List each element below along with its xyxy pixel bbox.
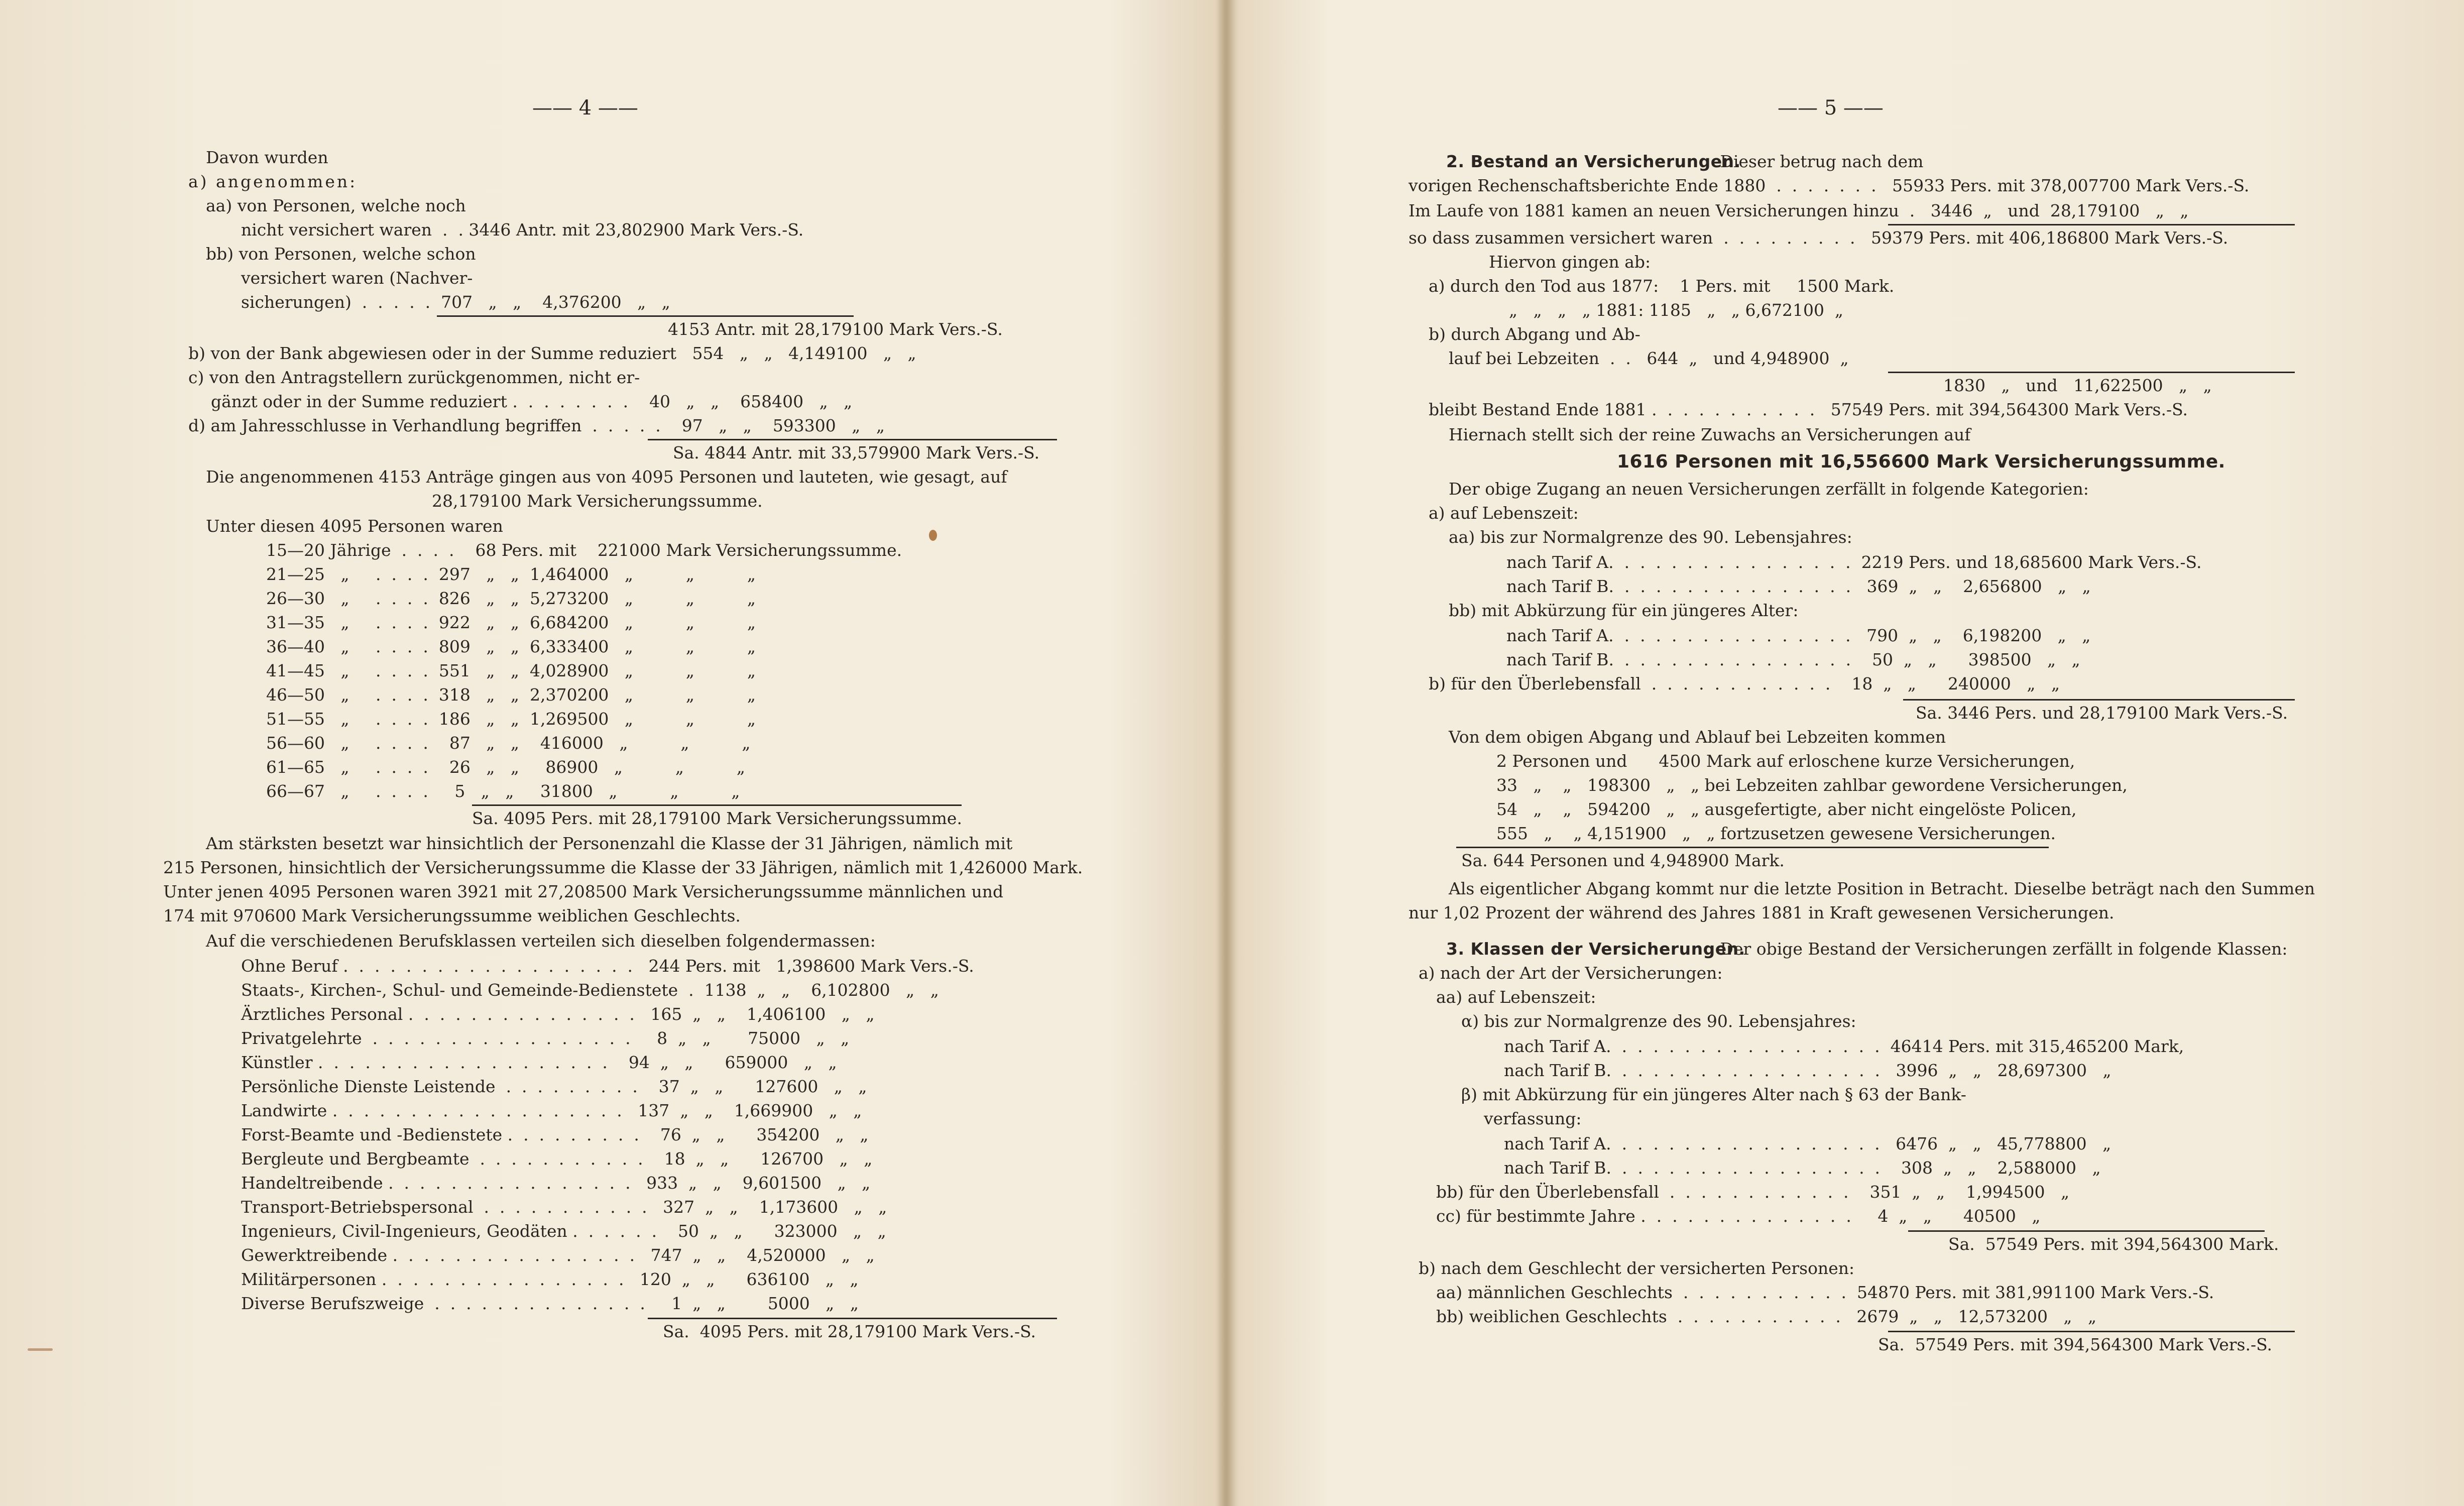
profession-row: Bergleute und Bergbeamte . . . . . . . . . . . 18 „ „ 126700 „ „ xyxy=(241,1149,873,1169)
text-line: 2 Personen und 4500 Mark auf erloschene kurze Versicherungen, xyxy=(1496,751,2075,771)
sum-rule xyxy=(1888,224,2295,225)
text-line: a) angenommen: xyxy=(188,172,358,191)
tariff-row: nach Tarif A. . . . . . . . . . . . . . . . . . 6476 „ „ 45,778800 „ xyxy=(1504,1134,2111,1153)
text-line: Unter jenen 4095 Personen waren 3921 mit 27,208500 Mark Versicherungssumme männlichen und xyxy=(163,882,1004,901)
text-line: Unter diesen 4095 Personen waren xyxy=(206,516,503,536)
text-line: lauf bei Lebzeiten . . 644 „ und 4,948900 „ xyxy=(1449,349,1849,368)
text-line: nicht versichert waren . . 3446 Antr. mit 23,802900 Mark Vers.-S. xyxy=(241,220,804,240)
text-line: Sa. 57549 Pers. mit 394,564300 Mark Vers.-S. xyxy=(1878,1335,2273,1354)
age-row: 56—60 „ . . . . 87 „ „ 416000 „ „ „ xyxy=(266,733,751,753)
text-line: d) am Jahresschlusse in Verhandlung begriffen . . . . . 97 „ „ 593300 „ „ xyxy=(188,416,885,435)
profession-row: Gewerktreibende . . . . . . . . . . . . . . . . 747 „ „ 4,520000 „ „ xyxy=(241,1245,875,1265)
tariff-row: bb) für den Überlebensfall . . . . . . . . . . . . 351 „ „ 1,994500 „ xyxy=(1436,1182,2070,1202)
text-line: bleibt Bestand Ende 1881 . . . . . . . . . . . 57549 Pers. mit 394,564300 Mark Vers.-S. xyxy=(1429,400,2188,419)
text-line: 4153 Antr. mit 28,179100 Mark Vers.-S. xyxy=(668,319,1003,339)
age-row: 61—65 „ . . . . 26 „ „ 86900 „ „ „ xyxy=(266,757,745,777)
book-gutter xyxy=(1215,0,1235,1506)
profession-row: Persönliche Dienste Leistende . . . . . . . . . 37 „ „ 127600 „ „ xyxy=(241,1077,867,1096)
profession-row: Ingenieurs, Civil-Ingenieurs, Geodäten . . . . . . 50 „ „ 323000 „ „ xyxy=(241,1221,886,1241)
age-row: 41—45 „ . . . . 551 „ „ 4,028900 „ „ „ xyxy=(266,661,756,680)
sum-rule xyxy=(1456,847,2049,848)
text-line: aa) von Personen, welche noch xyxy=(206,196,466,215)
age-row: 36—40 „ . . . . 809 „ „ 6,333400 „ „ „ xyxy=(266,637,756,656)
text-line: aa) männlichen Geschlechts . . . . . . . . . . . 54870 Pers. mit 381,991100 Mark Vers.-S. xyxy=(1436,1283,2214,1302)
profession-row: Privatgelehrte . . . . . . . . . . . . . . . . . 8 „ „ 75000 „ „ xyxy=(241,1028,850,1048)
text-line: b) von der Bank abgewiesen oder in der Summe reduziert 554 „ „ 4,149100 „ „ xyxy=(188,343,916,363)
text-line: 33 „ „ 198300 „ „ bei Lebzeiten zahlbar gewordene Versicherungen, xyxy=(1496,775,2128,795)
text-line: Auf die verschiedenen Berufsklassen verteilen sich dieselben folgendermassen: xyxy=(206,931,876,951)
text-line: Im Laufe von 1881 kamen an neuen Versicherungen hinzu . 3446 „ und 28,179100 „ „ xyxy=(1409,201,2189,220)
text-line: verfassung: xyxy=(1484,1109,1582,1128)
section-heading: 2. Bestand an Versicherungen. xyxy=(1446,152,1741,171)
text-line: bb) von Personen, welche schon xyxy=(206,244,476,264)
sum-rule xyxy=(1903,699,2295,701)
profession-row: Künstler . . . . . . . . . . . . . . . . . . . 94 „ „ 659000 „ „ xyxy=(241,1053,837,1072)
text-line: Sa. 57549 Pers. mit 394,564300 Mark. xyxy=(1948,1234,2279,1254)
tariff-row: nach Tarif A. . . . . . . . . . . . . . . . 790 „ „ 6,198200 „ „ xyxy=(1506,626,2091,645)
text-line: bb) weiblichen Geschlechts . . . . . . . . . . . 2679 „ „ 12,573200 „ „ xyxy=(1436,1307,2097,1326)
sum-rule xyxy=(648,1318,1057,1319)
text-line: Sa. 4844 Antr. mit 33,579900 Mark Vers.-S. xyxy=(673,443,1040,462)
profession-row: Landwirte . . . . . . . . . . . . . . . . . . . 137 „ „ 1,669900 „ „ xyxy=(241,1101,862,1120)
tariff-row: nach Tarif A. . . . . . . . . . . . . . . . 2219 Pers. und 18,685600 Mark Vers.-S. xyxy=(1506,552,2202,572)
highlight-line: 1616 Personen mit 16,556600 Mark Versicherungssumme. xyxy=(1617,451,2225,472)
text-line: Der obige Bestand der Versicherungen zerfällt in folgende Klassen: xyxy=(1715,939,2288,959)
text-line: Hiernach stellt sich der reine Zuwachs an Versicherungen auf xyxy=(1449,425,1971,444)
text-line: 174 mit 970600 Mark Versicherungssumme weiblichen Geschlechts. xyxy=(163,906,741,925)
age-row: 26—30 „ . . . . 826 „ „ 5,273200 „ „ „ xyxy=(266,589,756,608)
left-page xyxy=(0,0,1215,1506)
text-line: Davon wurden xyxy=(206,148,328,167)
text-line: a) durch den Tod aus 1877: 1 Pers. mit 1500 Mark. xyxy=(1429,276,1895,296)
profession-row: Staats-, Kirchen-, Schul- und Gemeinde-Bedienstete . 1138 „ „ 6,102800 „ „ xyxy=(241,980,939,1000)
text-line: Sa. 3446 Pers. und 28,179100 Mark Vers.-S. xyxy=(1916,703,2288,723)
text-line: 28,179100 Mark Versicherungssumme. xyxy=(432,491,763,511)
tariff-row: nach Tarif B. . . . . . . . . . . . . . . . . . 308 „ „ 2,588000 „ xyxy=(1504,1158,2101,1178)
text-line: Hiervon gingen ab: xyxy=(1489,252,1651,272)
tariff-row: nach Tarif B. . . . . . . . . . . . . . . . 369 „ „ 2,656800 „ „ xyxy=(1506,576,2091,596)
sum-rule xyxy=(437,315,854,317)
text-line: Dieser betrug nach dem xyxy=(1715,152,1924,171)
age-row: 51—55 „ . . . . 186 „ „ 1,269500 „ „ „ xyxy=(266,709,756,729)
tariff-row: nach Tarif B. . . . . . . . . . . . . . . . . . 3996 „ „ 28,697300 „ xyxy=(1504,1061,2111,1080)
tariff-row: b) für den Überlebensfall . . . . . . . . . . . . 18 „ „ 240000 „ „ xyxy=(1429,674,2060,693)
text-line: 215 Personen, hinsichtlich der Versicherungssumme die Klasse der 33 Jährigen, nämlich mit 1,426000 Mark. xyxy=(163,858,1083,877)
sum-rule xyxy=(1888,372,2295,373)
ink-spot xyxy=(929,530,937,541)
page-number: —— 4 —— xyxy=(532,96,638,120)
text-line: 1830 „ und 11,622500 „ „ xyxy=(1943,376,2212,395)
text-line: nur 1,02 Prozent der während des Jahres 1881 in Kraft gewesenen Versicherungen. xyxy=(1409,903,2115,922)
text-line: so dass zusammen versichert waren . . . . . . . . . 59379 Pers. mit 406,186800 Mark Vers.-S. xyxy=(1409,228,2228,248)
text-line: 54 „ „ 594200 „ „ ausgefertigte, aber nicht eingelöste Policen, xyxy=(1496,799,2077,819)
right-page xyxy=(1235,0,2464,1506)
text-line: Die angenommenen 4153 Anträge gingen aus von 4095 Personen und lauteten, wie gesagt, auf xyxy=(206,467,1007,487)
age-row: 66—67 „ . . . . 5 „ „ 31800 „ „ „ xyxy=(266,781,740,801)
tariff-row: nach Tarif A. . . . . . . . . . . . . . . . . . 46414 Pers. mit 315,465200 Mark, xyxy=(1504,1036,2184,1056)
age-row: 21—25 „ . . . . 297 „ „ 1,464000 „ „ „ xyxy=(266,564,756,584)
text-line: gänzt oder in der Summe reduziert . . . . . . . . 40 „ „ 658400 „ „ xyxy=(211,392,853,411)
text-line: a) nach der Art der Versicherungen: xyxy=(1419,963,1723,983)
text-line: 555 „ „ 4,151900 „ „ fortzusetzen gewesene Versicherungen. xyxy=(1496,824,2056,843)
ink-spot xyxy=(28,1348,53,1351)
text-line: b) nach dem Geschlecht der versicherten Personen: xyxy=(1419,1258,1855,1278)
profession-row: Handeltreibende . . . . . . . . . . . . . . . . 933 „ „ 9,601500 „ „ xyxy=(241,1173,871,1193)
profession-row: Ohne Beruf . . . . . . . . . . . . . . . . . . . 244 Pers. mit 1,398600 Mark Vers.-S. xyxy=(241,956,974,976)
text-line: sicherungen) . . . . . 707 „ „ 4,376200 „ „ xyxy=(241,292,670,312)
sum-rule xyxy=(648,439,1057,440)
text-line: Sa. 644 Personen und 4,948900 Mark. xyxy=(1461,851,1785,870)
text-line: Der obige Zugang an neuen Versicherungen zerfällt in folgende Kategorien: xyxy=(1449,479,2089,499)
section-heading: 3. Klassen der Versicherungen. xyxy=(1446,939,1745,959)
text-line: b) durch Abgang und Ab- xyxy=(1429,324,1640,344)
text-line: „ „ „ „ 1881: 1185 „ „ 6,672100 „ xyxy=(1509,300,1844,320)
profession-row: Militärpersonen . . . . . . . . . . . . . . . . 120 „ „ 636100 „ „ xyxy=(241,1269,859,1289)
age-row: 46—50 „ . . . . 318 „ „ 2,370200 „ „ „ xyxy=(266,685,756,705)
profession-row: Ärztliches Personal . . . . . . . . . . . . . . . 165 „ „ 1,406100 „ „ xyxy=(241,1004,875,1024)
tariff-row: cc) für bestimmte Jahre . . . . . . . . . . . . . . 4 „ „ 40500 „ xyxy=(1436,1206,2041,1226)
tariff-row: nach Tarif B. . . . . . . . . . . . . . . . 50 „ „ 398500 „ „ xyxy=(1506,650,2080,669)
text-line: aa) auf Lebenszeit: xyxy=(1436,987,1596,1007)
sum-rule xyxy=(1908,1230,2265,1232)
text-line: Sa. 4095 Pers. mit 28,179100 Mark Vers.-S. xyxy=(663,1322,1036,1341)
sum-rule xyxy=(1888,1331,2295,1332)
age-row: 31—35 „ . . . . 922 „ „ 6,684200 „ „ „ xyxy=(266,613,756,632)
text-line: Als eigentlicher Abgang kommt nur die letzte Position in Betracht. Dieselbe beträgt nach den Summen xyxy=(1449,879,2315,898)
text-line: α) bis zur Normalgrenze des 90. Lebensjahres: xyxy=(1461,1011,1856,1031)
text-line: c) von den Antragstellern zurückgenommen, nicht er- xyxy=(188,368,640,387)
text-line: Von dem obigen Abgang und Ablauf bei Lebzeiten kommen xyxy=(1449,727,1946,747)
text-line: aa) bis zur Normalgrenze des 90. Lebensjahres: xyxy=(1449,527,1852,547)
text-line: a) auf Lebenszeit: xyxy=(1429,503,1579,523)
text-line: vorigen Rechenschaftsberichte Ende 1880 . . . . . . . 55933 Pers. mit 378,007700 Mark Vers.-S. xyxy=(1409,176,2250,195)
text-line: Am stärksten besetzt war hinsichtlich der Personenzahl die Klasse der 31 Jährigen, nämlich mit xyxy=(206,834,1013,853)
profession-row: Transport-Betriebspersonal . . . . . . . . . . . 327 „ „ 1,173600 „ „ xyxy=(241,1197,887,1217)
text-line: versichert waren (Nachver- xyxy=(241,268,473,288)
age-row: 15—20 Jährige . . . . 68 Pers. mit 221000 Mark Versicherungssumme. xyxy=(266,540,902,560)
profession-row: Forst-Beamte und -Bedienstete . . . . . . . . . 76 „ „ 354200 „ „ xyxy=(241,1125,869,1144)
profession-row: Diverse Berufszweige . . . . . . . . . . . . . . 1 „ „ 5000 „ „ xyxy=(241,1294,859,1313)
sum-rule xyxy=(472,804,962,806)
page-number: —— 5 —— xyxy=(1778,96,1884,120)
text-line: β) mit Abkürzung für ein jüngeres Alter nach § 63 der Bank- xyxy=(1461,1085,1966,1104)
text-line: Sa. 4095 Pers. mit 28,179100 Mark Versicherungssumme. xyxy=(472,808,962,828)
text-line: bb) mit Abkürzung für ein jüngeres Alter: xyxy=(1449,601,1799,620)
